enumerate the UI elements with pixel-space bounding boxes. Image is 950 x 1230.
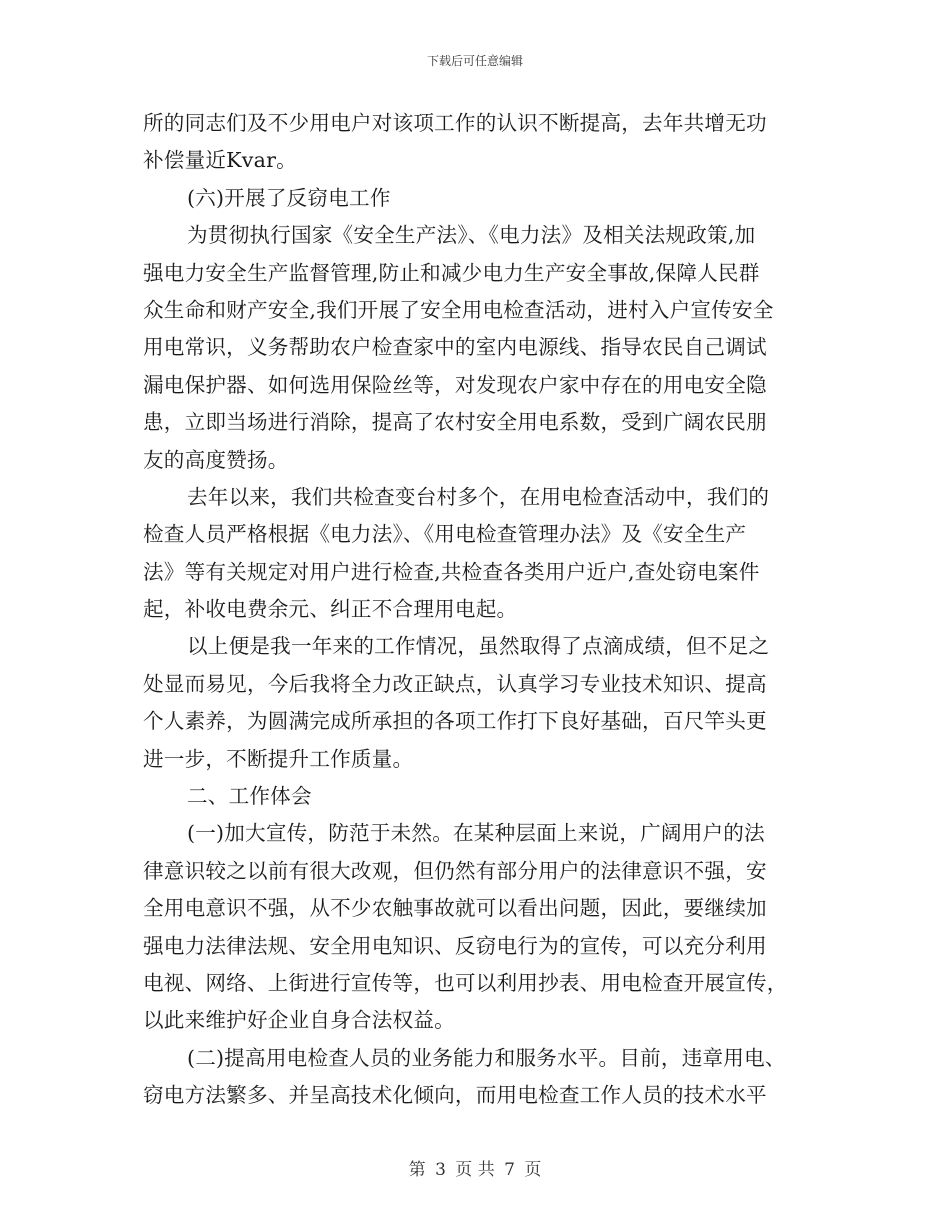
text-line: (一)加大宣传，防范于未然。在某种层面上来说，广阔用户的法 (187, 821, 765, 846)
page-footer (0, 1155, 950, 1180)
text-line: 众生命和财产安全,我们开展了安全用电检查活动，进村入户宣传安全 (143, 297, 774, 322)
footer-suffix: 页 (524, 1160, 542, 1180)
text-line: 法》等有关规定对用户进行检查,共检查各类用户近户,查处窃电案件 (143, 559, 760, 584)
text-line: 二、工作体会 (187, 784, 312, 809)
text-line: 强电力安全生产监督管理,防止和减少电力生产安全事故,保障人民群 (143, 260, 760, 285)
text-line: 个人素养，为圆满完成所承担的各项工作打下良好基础，百尺竿头更 (143, 709, 767, 734)
page-header: 下载后可任意编辑 (426, 54, 523, 68)
footer-current-page: 3 (435, 1160, 446, 1180)
text-line: 患，立即当场进行消除，提高了农村安全用电系数，受到广阔农民朋 (143, 410, 767, 435)
document-body (143, 105, 808, 1115)
footer-total-pages: 7 (504, 1160, 515, 1180)
text-line: 补偿量近Kvar。 (143, 148, 297, 173)
text-line: (二)提高用电检查人员的业务能力和服务水平。目前，违章用电、 (187, 1045, 786, 1070)
text-line: 以此来维护好企业自身合法权益。 (143, 1008, 455, 1033)
text-line: 进一步，不断提升工作质量。 (143, 746, 414, 771)
footer-prefix: 第 (408, 1160, 426, 1180)
text-line: 电视、网络、上街进行宣传等，也可以利用抄表、用电检查开展宣传， (143, 970, 788, 995)
text-line: 窃电方法繁多、并呈高技术化倾向，而用电检查工作人员的技术水平 (143, 1083, 767, 1108)
text-line: 漏电保护器、如何选用保险丝等，对发现农户家中存在的用电安全隐 (143, 372, 767, 397)
text-line: 友的高度赞扬。 (143, 447, 289, 472)
text-line: 处显而易见，今后我将全力改正缺点，认真学习专业技术知识、提高 (143, 671, 767, 696)
text-line: 全用电意识不强，从不少农触事故就可以看出问题，因此，要继续加 (143, 896, 767, 921)
text-line: 用电常识，义务帮助农户检查家中的室内电源线、指导农民自己调试 (143, 335, 767, 360)
text-line: 去年以来，我们共检查变台村多个，在用电检查活动中，我们的 (187, 484, 770, 509)
text-line: 所的同志们及不少用电户对该项工作的认识不断提高，去年共增无功 (143, 111, 767, 135)
text-line: 强电力法律法规、安全用电知识、反窃电行为的宣传，可以充分利用 (143, 933, 767, 958)
text-line: 律意识较之以前有很大改观，但仍然有部分用户的法律意识不强，安 (143, 858, 767, 883)
text-line: (六)开展了反窃电工作 (187, 185, 391, 210)
footer-middle: 页 共 (455, 1160, 495, 1180)
text-line: 检查人员严格根据《电力法》、《用电检查管理办法》及《安全生产 (143, 522, 747, 547)
text-line: 以上便是我一年来的工作情况，虽然取得了点滴成绩，但不足之 (187, 634, 770, 659)
text-line: 为贯彻执行国家《安全生产法》、《电力法》及相关法规政策,加 (187, 223, 756, 248)
text-line: 起，补收电费余元、纠正不合理用电起。 (143, 597, 518, 622)
